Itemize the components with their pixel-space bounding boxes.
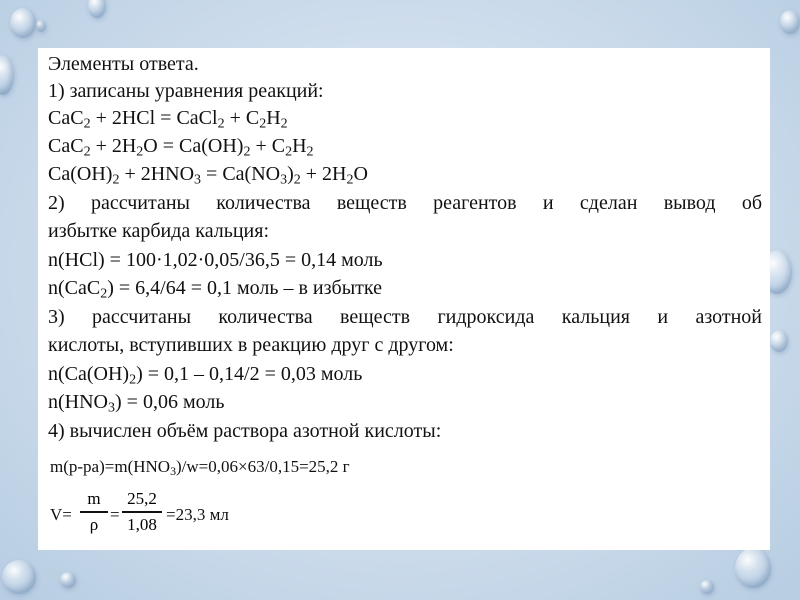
equation-2: $CaC_2 + 2H_2O = Ca(OH)_2 + C_2H_2$ bbox=[48, 135, 314, 160]
step2-calc-cac2: n(CaC$_2$) = 6,4/64 = 0,1 моль – в избытке bbox=[48, 277, 382, 302]
answer-panel bbox=[38, 48, 770, 550]
step2-calc-hcl: n(HCl) = 100·1,02·0,05/36,5 = 0,14 моль bbox=[48, 249, 383, 271]
volume-lhs: V= bbox=[50, 505, 72, 524]
water-drop-decoration bbox=[0, 55, 14, 95]
step4-mass-formula: $m(р-ра)=m(HNO_3)/w=0,06\times 63/0,15=25,2$ г bbox=[50, 457, 350, 478]
step2-heading-line1: 2) рассчитаны количества веществ реагентов и сделан вывод об bbox=[48, 192, 762, 214]
step3-heading-line1: 3) рассчитаны количества веществ гидроксида кальция и азотной bbox=[48, 306, 762, 328]
water-drop-decoration bbox=[88, 0, 106, 18]
fraction-numerator: m bbox=[87, 489, 101, 508]
equation-3: $Ca(OH)_2 + 2HNO_3 = Ca(NO_3)_2 + 2H_2O$ bbox=[48, 163, 368, 188]
water-drop-decoration bbox=[36, 20, 46, 32]
fraction-numerator: 25,2 bbox=[127, 489, 157, 508]
fraction-m-over-rho bbox=[80, 488, 108, 536]
water-drop-decoration bbox=[10, 8, 36, 38]
step3-calc-caoh2: $n(Ca(OH)_2) = 0,1 - 0,14/2 = 0,03$ моль bbox=[48, 363, 363, 388]
water-drop-decoration bbox=[770, 330, 788, 352]
equation-1: CaC$_2$ + 2HCl = CaCl$_2$ + $C_2H_2$ bbox=[48, 107, 288, 132]
fraction-bar bbox=[80, 511, 108, 513]
fraction-denominator: ρ bbox=[89, 514, 99, 534]
answer-title: Элементы ответа. bbox=[48, 53, 199, 75]
volume-result: =23,3 мл bbox=[166, 505, 229, 524]
volume-equals: = bbox=[110, 505, 120, 524]
fraction-values bbox=[122, 488, 162, 536]
water-drop-decoration bbox=[700, 580, 714, 594]
step3-heading-line2: кислоты, вступивших в реакцию друг с другом: bbox=[48, 334, 454, 356]
water-drop-decoration bbox=[780, 10, 800, 34]
fraction-bar bbox=[122, 511, 162, 513]
step3-calc-hno3: $n(HNO_3) = 0,06$ моль bbox=[48, 391, 225, 416]
step4-heading: 4) вычислен объём раствора азотной кислоты: bbox=[48, 420, 442, 442]
step1-heading: 1) записаны уравнения реакций: bbox=[48, 80, 324, 102]
water-drop-decoration bbox=[735, 548, 771, 588]
step2-heading-line2: избытке карбида кальция: bbox=[48, 220, 270, 242]
water-drop-decoration bbox=[60, 572, 76, 588]
fraction-denominator: 1,08 bbox=[127, 514, 157, 534]
water-drop-decoration bbox=[2, 560, 36, 594]
